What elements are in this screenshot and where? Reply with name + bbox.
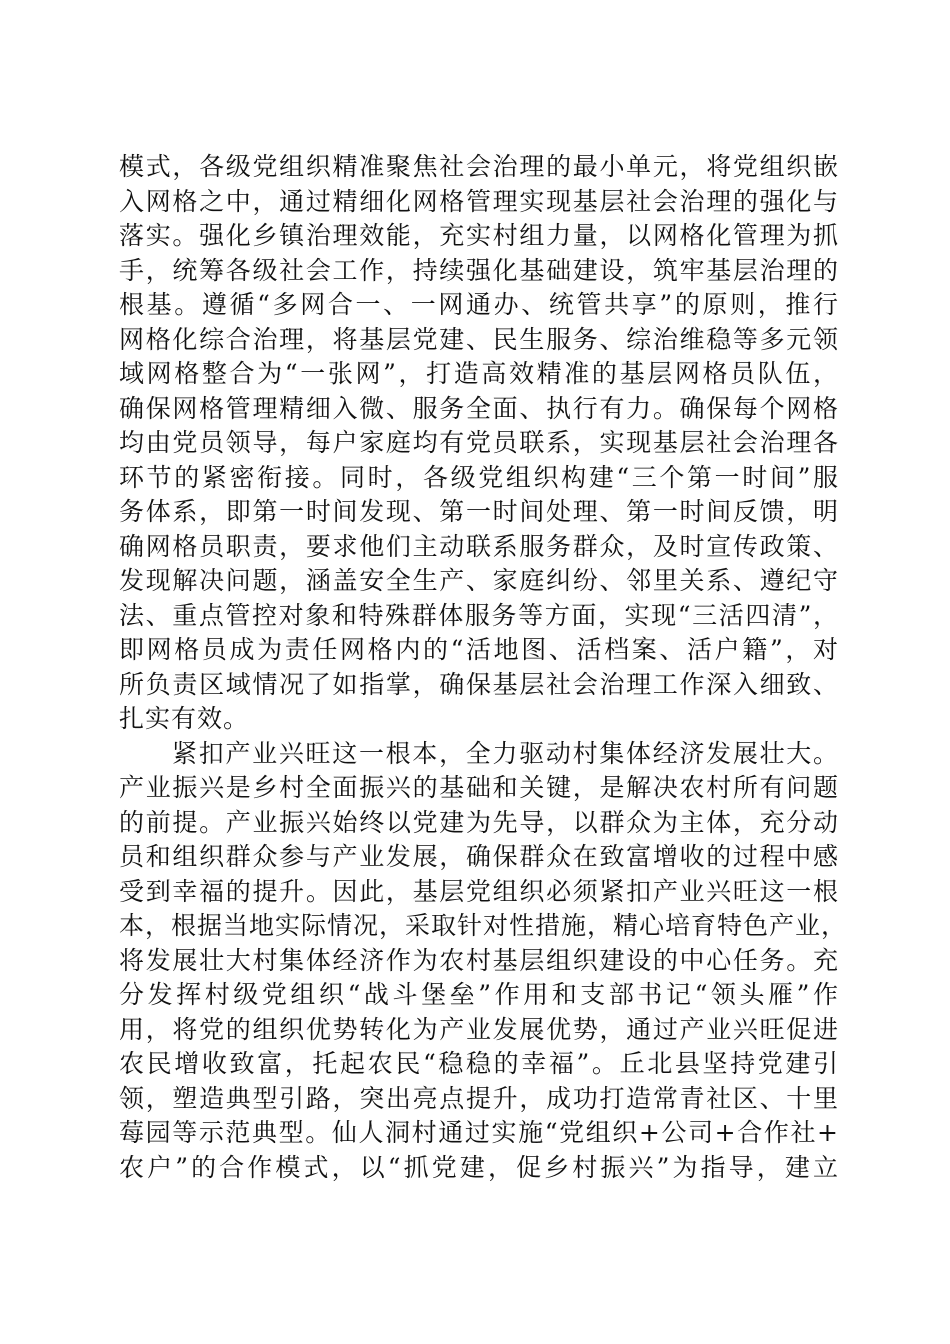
text-line: 本，根据当地实际情况，采取针对性措施，精心培育特色产业，: [119, 911, 848, 940]
text-line: 根基。遵循“多网合一、一网通办、统管共享”的原则，推行: [119, 290, 839, 319]
text-line: 发现解决问题，涵盖安全生产、家庭纠纷、邻里关系、遵纪守: [119, 566, 839, 595]
text-line: 手，统筹各级社会工作，持续强化基础建设，筑牢基层治理的: [119, 255, 839, 285]
text-line: 产业振兴是乡村全面振兴的基础和关键，是解决农村所有问题: [119, 773, 839, 802]
text-line: 落实。强化乡镇治理效能，充实村组力量，以网格化管理为抓: [119, 221, 839, 250]
text-line: 域网格整合为“一张网”，打造高效精准的基层网格员队伍，: [119, 359, 839, 388]
text-line: 确网格员职责，要求他们主动联系服务群众，及时宣传政策、: [119, 531, 839, 561]
text-line: 确保网格管理精细入微、服务全面、执行有力。确保每个网格: [119, 393, 839, 423]
text-line: 莓园等示范典型。仙人洞村通过实施“党组织+公司+合作社+: [119, 1118, 839, 1147]
text-line: 环节的紧密衔接。同时，各级党组织构建“三个第一时间”服: [119, 462, 839, 492]
text-line: 均由党员领导，每户家庭均有党员联系，实现基层社会治理各: [119, 428, 839, 457]
text-line: 法、重点管控对象和特殊群体服务等方面，实现“三活四清”，: [119, 600, 839, 630]
text-line: 领，塑造典型引路，突出亮点提升，成功打造常青社区、十里: [119, 1083, 839, 1113]
text-line: 模式，各级党组织精准聚焦社会治理的最小单元，将党组织嵌: [119, 152, 839, 181]
text-line: 即网格员成为责任网格内的“活地图、活档案、活户籍”，对: [119, 635, 839, 664]
text-line: 务体系，即第一时间发现、第一时间处理、第一时间反馈，明: [119, 497, 839, 526]
text-line: 员和组织群众参与产业发展，确保群众在致富增收的过程中感: [119, 842, 839, 871]
text-line: 入网格之中，通过精细化网格管理实现基层社会治理的强化与: [119, 186, 839, 216]
text-line: 网格化综合治理，将基层党建、民生服务、综治维稳等多元领: [119, 324, 839, 354]
text-line: 分发挥村级党组织“战斗堡垒”作用和支部书记“领头雁”作: [119, 980, 839, 1009]
text-line: 将发展壮大村集体经济作为农村基层组织建设的中心任务。充: [119, 945, 839, 975]
text-line: 扎实有效。: [119, 704, 250, 733]
text-line: 的前提。产业振兴始终以党建为先导，以群众为主体，充分动: [119, 807, 839, 837]
body-text: [119, 150, 848, 1185]
text-line: 所负责区域情况了如指掌，确保基层社会治理工作深入细致、: [119, 669, 839, 699]
text-line: 农户”的合作模式，以“抓党建，促乡村振兴”为指导，建立: [119, 1152, 839, 1182]
text-line: 用，将党的组织优势转化为产业发展优势，通过产业兴旺促进: [119, 1014, 839, 1044]
text-line: 受到幸福的提升。因此，基层党组织必须紧扣产业兴旺这一根: [119, 876, 839, 906]
text-line: 农民增收致富，托起农民“稳稳的幸福”。丘北县坚持党建引: [119, 1049, 839, 1078]
paragraph-heading-line: 紧扣产业兴旺这一根本，全力驱动村集体经济发展壮大。: [172, 738, 839, 768]
